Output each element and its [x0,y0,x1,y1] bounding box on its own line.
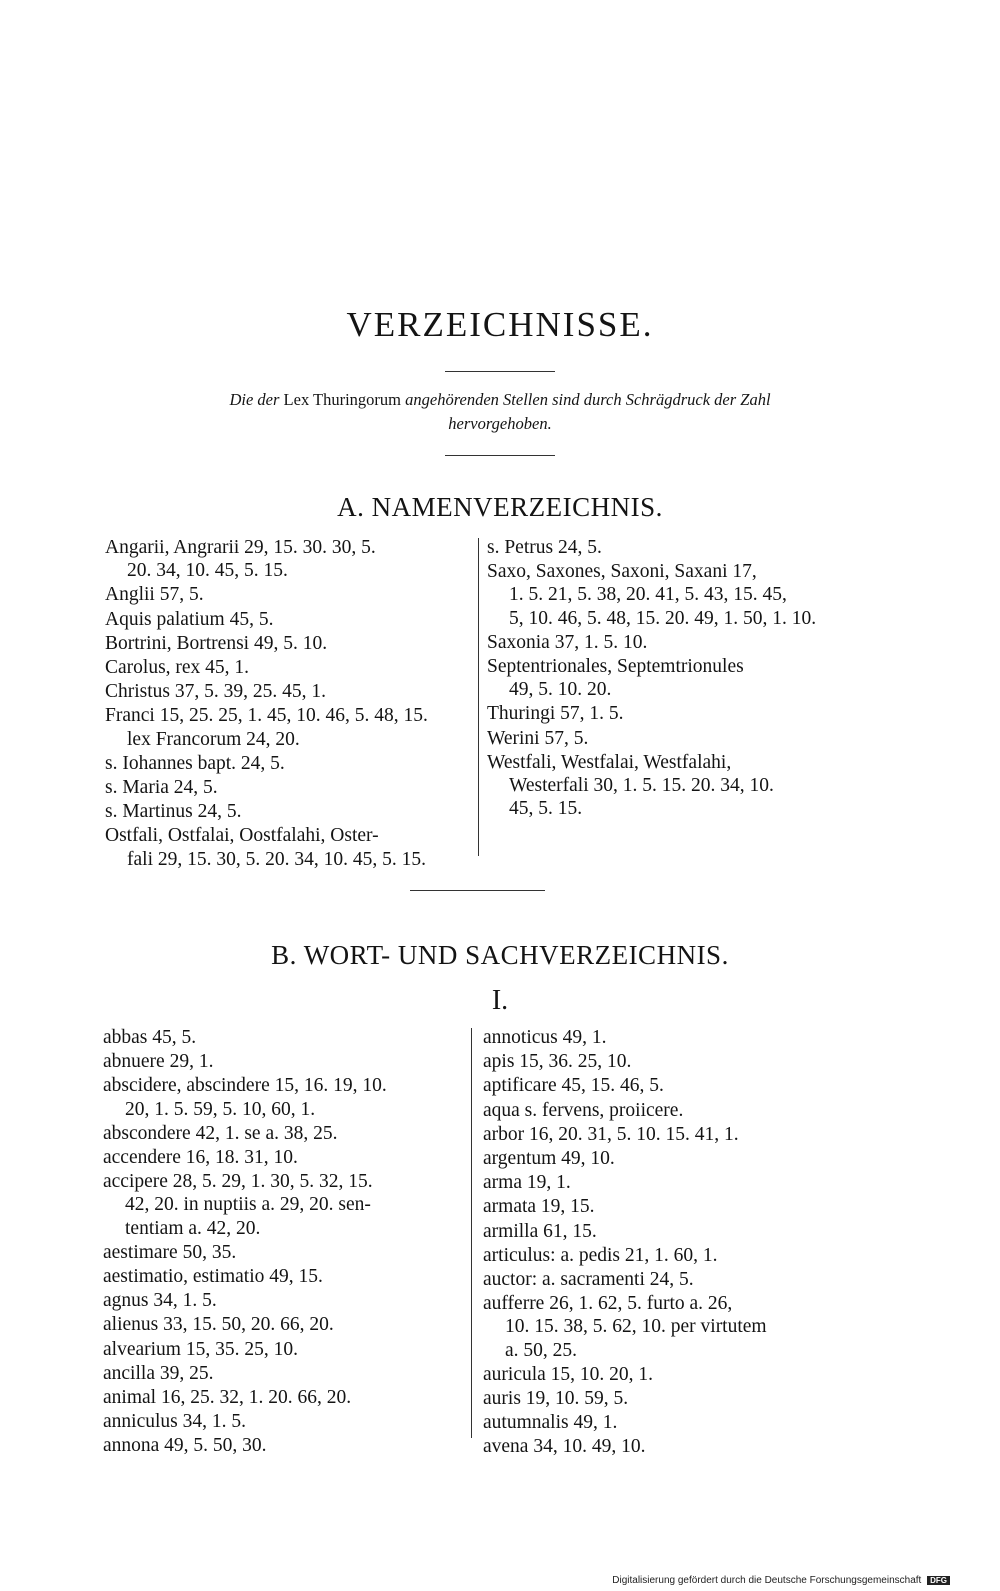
index-entry [483,1050,863,1073]
index-entry [487,631,862,654]
intro-note-part3: angehörenden Stellen sind durch Schrägdruck der Zahl [405,390,771,409]
index-entry-line: auctor: a. sacramenti 24, 5. [483,1269,694,1291]
index-entry-line: alienus 33, 15. 50, 20. 66, 20. [103,1314,334,1336]
index-entry-line: auricula 15, 10. 20, 1. [483,1363,654,1385]
index-entry-line: s. Petrus 24, 5. [487,537,602,558]
index-entry [105,583,475,606]
section-b-subheading: I. [491,985,509,1016]
index-entry-line: arma 19, 1. [483,1172,571,1194]
index-entry-line: abscidere, abscindere 15, 16. 19, 10. [103,1075,387,1097]
index-entry [103,1410,468,1433]
index-entry-line: abscondere 42, 1. se a. 38, 25. [103,1122,338,1144]
index-entry-line: auris 19, 10. 59, 5. [483,1388,629,1410]
intro-note [110,388,890,436]
index-entry [105,656,475,679]
index-entry-line: argentum 49, 10. [483,1148,615,1170]
index-entry-line: accendere 16, 18. 31, 10. [103,1147,298,1169]
page-title: VERZEICHNISSE. [346,305,654,344]
footer-credit [612,1575,950,1586]
index-entry-continuation: 20. 34, 10. 45, 5. 15. [127,560,288,582]
index-entry [105,776,475,799]
section-b-heading: B. WORT- UND SACHVERZEICHNIS. [271,940,729,970]
index-entry-continuation: 42, 20. in nuptiis a. 29, 20. sen- [125,1194,371,1216]
index-entry-line: avena 34, 10. 49, 10. [483,1436,646,1458]
intro-note-part2: Lex Thuringorum [283,390,402,409]
index-entry [103,1026,468,1049]
footer-text: Digitalisierung gefördert durch die Deutsche Forschungsgemeinschaft [612,1575,922,1586]
index-entry-line: Saxonia 37, 1. 5. 10. [487,631,648,653]
index-entry-line: agnus 34, 1. 5. [103,1290,217,1312]
index-entry-line: Christus 37, 5. 39, 25. 45, 1. [105,681,327,703]
index-entry [483,1147,863,1170]
index-entry-line: aestimatio, estimatio 49, 15. [103,1266,323,1288]
index-entry [103,1050,468,1073]
index-entry [487,727,862,750]
index-entry [103,1338,468,1361]
index-entry [105,752,475,775]
index-entry [483,1387,863,1410]
index-entry-line: Westfali, Westfalai, Westfalahi, [487,751,732,773]
section-a-right-column [487,536,862,821]
index-entry [483,1074,863,1097]
index-entry [487,655,862,701]
intro-rule [445,455,555,456]
index-entry-line: Ostfali, Ostfalai, Oostfalahi, Oster- [105,825,379,847]
index-entry-continuation: 1. 5. 21, 5. 38, 20. 41, 5. 43, 15. 45, [509,584,787,606]
index-entry-line: Aquis palatium 45, 5. [105,608,274,630]
index-entry-line: Bortrini, Bortrensi 49, 5. 10. [105,632,328,654]
index-entry [487,560,862,630]
index-entry [483,1026,863,1049]
index-entry-line: animal 16, 25. 32, 1. 20. 66, 20. [103,1387,352,1409]
index-entry-continuation: lex Francorum 24, 20. [127,728,300,750]
index-entry-continuation: 20, 1. 5. 59, 5. 10, 60, 1. [125,1098,316,1120]
index-entry [103,1122,468,1145]
index-entry-line: aufferre 26, 1. 62, 5. furto a. 26, [483,1293,733,1315]
index-entry [103,1241,468,1264]
index-entry-line: s. Iohannes bapt. 24, 5. [105,752,285,774]
index-entry-line: aestimare 50, 35. [103,1241,237,1263]
index-entry [103,1313,468,1336]
index-entry-line: Werini 57, 5. [487,727,589,749]
index-entry [483,1220,863,1243]
index-entry-continuation: 5, 10. 46, 5. 48, 15. 20. 49, 1. 50, 1. 10. [509,607,817,629]
index-entry-line: abbas 45, 5. [103,1027,197,1048]
dfg-logo: DFG [927,1576,950,1585]
index-entry [103,1434,468,1457]
index-entry [103,1362,468,1385]
index-entry [483,1292,863,1362]
index-entry [105,824,475,870]
index-entry-line: ancilla 39, 25. [103,1362,214,1384]
index-entry-line: aptificare 45, 15. 46, 5. [483,1075,664,1097]
index-entry [103,1289,468,1312]
section-b-column-divider [471,1028,472,1438]
title-rule [445,371,555,372]
index-entry [487,751,862,821]
index-entry [105,632,475,655]
index-entry-line: Carolus, rex 45, 1. [105,657,250,679]
index-entry-line: autumnalis 49, 1. [483,1412,618,1434]
index-entry [103,1386,468,1409]
index-entry-line: Septentrionales, Septemtrionules [487,656,744,678]
index-entry [483,1435,863,1458]
index-entry [483,1099,863,1122]
index-entry [105,800,475,823]
section-a-heading: A. NAMENVERZEICHNIS. [337,492,663,522]
section-rule [410,890,545,891]
index-entry [103,1146,468,1169]
intro-note-part1: Die der [229,390,280,409]
index-entry-line: apis 15, 36. 25, 10. [483,1051,632,1073]
index-entry-line: aqua s. fervens, proiicere. [483,1099,684,1121]
intro-note-part4: hervorgehoben. [448,414,552,433]
index-entry-continuation: a. 50, 25. [505,1339,578,1361]
index-entry [483,1268,863,1291]
index-entry [103,1170,468,1240]
index-entry [487,536,862,559]
index-entry [105,704,475,750]
index-entry [105,608,475,631]
index-entry [103,1074,468,1120]
index-entry [483,1244,863,1267]
section-a-column-divider [478,538,479,856]
index-entry-line: accipere 28, 5. 29, 1. 30, 5. 32, 15. [103,1171,373,1193]
index-entry-continuation: 49, 5. 10. 20. [509,679,612,701]
section-b-left-column [103,1026,468,1459]
index-entry-line: Thuringi 57, 1. 5. [487,703,624,725]
index-entry [483,1411,863,1434]
index-entry [483,1123,863,1146]
index-entry-continuation: fali 29, 15. 30, 5. 20. 34, 10. 45, 5. 15. [127,848,426,870]
index-entry-line: Angarii, Angrarii 29, 15. 30. 30, 5. [105,537,376,558]
index-entry-continuation: 45, 5. 15. [509,798,583,820]
index-entry-line: annoticus 49, 1. [483,1027,607,1048]
index-entry-line: s. Martinus 24, 5. [105,801,242,823]
index-entry-line: abnuere 29, 1. [103,1051,214,1073]
index-entry-line: Franci 15, 25. 25, 1. 45, 10. 46, 5. 48, 15. [105,705,428,727]
index-entry-line: Anglii 57, 5. [105,584,204,606]
index-entry-line: annona 49, 5. 50, 30. [103,1435,267,1457]
index-entry-line: armata 19, 15. [483,1196,595,1218]
index-entry-line: Saxo, Saxones, Saxoni, Saxani 17, [487,561,757,583]
section-a-left-column [105,536,475,872]
index-entry-continuation: 10. 15. 38, 5. 62, 10. per virtutem [505,1316,767,1338]
index-entry [105,536,475,582]
index-entry [483,1171,863,1194]
section-b-right-column [483,1026,863,1460]
index-entry [103,1265,468,1288]
index-entry-line: articulus: a. pedis 21, 1. 60, 1. [483,1244,718,1266]
index-entry [483,1363,863,1386]
index-entry-line: alvearium 15, 35. 25, 10. [103,1338,298,1360]
index-entry-line: s. Maria 24, 5. [105,777,218,799]
index-entry-line: anniculus 34, 1. 5. [103,1411,246,1433]
index-entry-continuation: Westerfali 30, 1. 5. 15. 20. 34, 10. [509,775,774,797]
index-entry-line: armilla 61, 15. [483,1220,597,1242]
index-entry [483,1195,863,1218]
index-entry [487,702,862,725]
index-entry-line: arbor 16, 20. 31, 5. 10. 15. 41, 1. [483,1123,739,1145]
index-entry-continuation: tentiam a. 42, 20. [125,1217,261,1239]
index-entry [105,680,475,703]
